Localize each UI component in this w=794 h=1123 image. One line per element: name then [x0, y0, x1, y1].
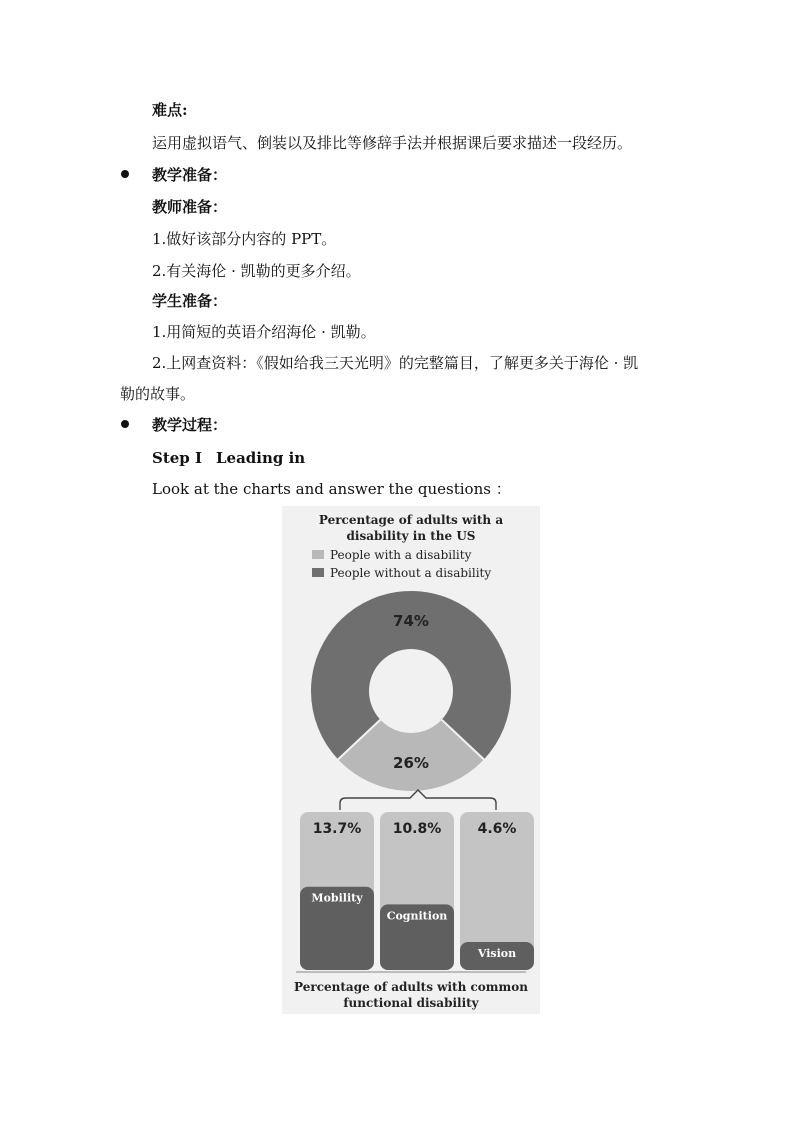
- legend-label-no-disability: People without a disability: [330, 566, 492, 580]
- bar-value-cognition: 10.8%: [392, 821, 442, 837]
- instruction-text: Look at the charts and answer the questions ：: [152, 480, 511, 498]
- pie-label-with-disability: 26%: [393, 754, 429, 772]
- pie-title-line-2: disability in the US: [346, 529, 476, 543]
- bar-label-vision: Vision: [477, 947, 517, 961]
- disability-charts: [282, 506, 540, 1014]
- brace-connector: [340, 790, 496, 810]
- legend-swatch-disability: [312, 550, 324, 559]
- bullet-icon: [121, 170, 129, 178]
- bar-label-mobility: Mobility: [311, 891, 363, 905]
- step-title: Leading in: [216, 449, 306, 467]
- teacher-heading: 教师准备：: [152, 198, 228, 216]
- difficulty-heading: 难点:: [152, 101, 188, 119]
- bar-title-line-2: functional disability: [343, 996, 479, 1010]
- bar-label-cognition: Cognition: [386, 909, 448, 923]
- bar-value-mobility: 13.7%: [312, 821, 362, 837]
- student-item: 1.用简短的英语介绍海伦 · 凯勒。: [152, 323, 376, 341]
- pie-title-line-1: Percentage of adults with a: [318, 513, 504, 527]
- bar-chart: [300, 812, 534, 970]
- step-label: Step I: [152, 449, 203, 467]
- bar-value-vision: 4.6%: [477, 821, 517, 837]
- teacher-item: 1.做好该部分内容的 PPT。: [152, 230, 337, 248]
- legend-swatch-no-disability: [312, 568, 324, 577]
- prep-heading: 教学准备：: [152, 166, 228, 184]
- bullet-icon: [121, 420, 129, 428]
- disability-figure: [282, 506, 540, 1014]
- teacher-item: 2.有关海伦 · 凯勒的更多介绍。: [152, 262, 361, 280]
- student-item: 2.上网查资料：《假如给我三天光明》的完整篇目，了解更多关于海伦 · 凯: [152, 354, 639, 372]
- student-item-continued: 勒的故事。: [120, 385, 196, 403]
- student-heading: 学生准备：: [152, 292, 228, 310]
- process-heading: 教学过程：: [152, 416, 228, 434]
- difficulty-text: 运用虚拟语气、倒装以及排比等修辞手法并根据课后要求描述一段经历。: [152, 134, 633, 152]
- bar-title-line-1: Percentage of adults with common: [294, 980, 528, 994]
- pie-label-without-disability: 74%: [393, 612, 429, 630]
- legend-label-disability: People with a disability: [330, 548, 472, 562]
